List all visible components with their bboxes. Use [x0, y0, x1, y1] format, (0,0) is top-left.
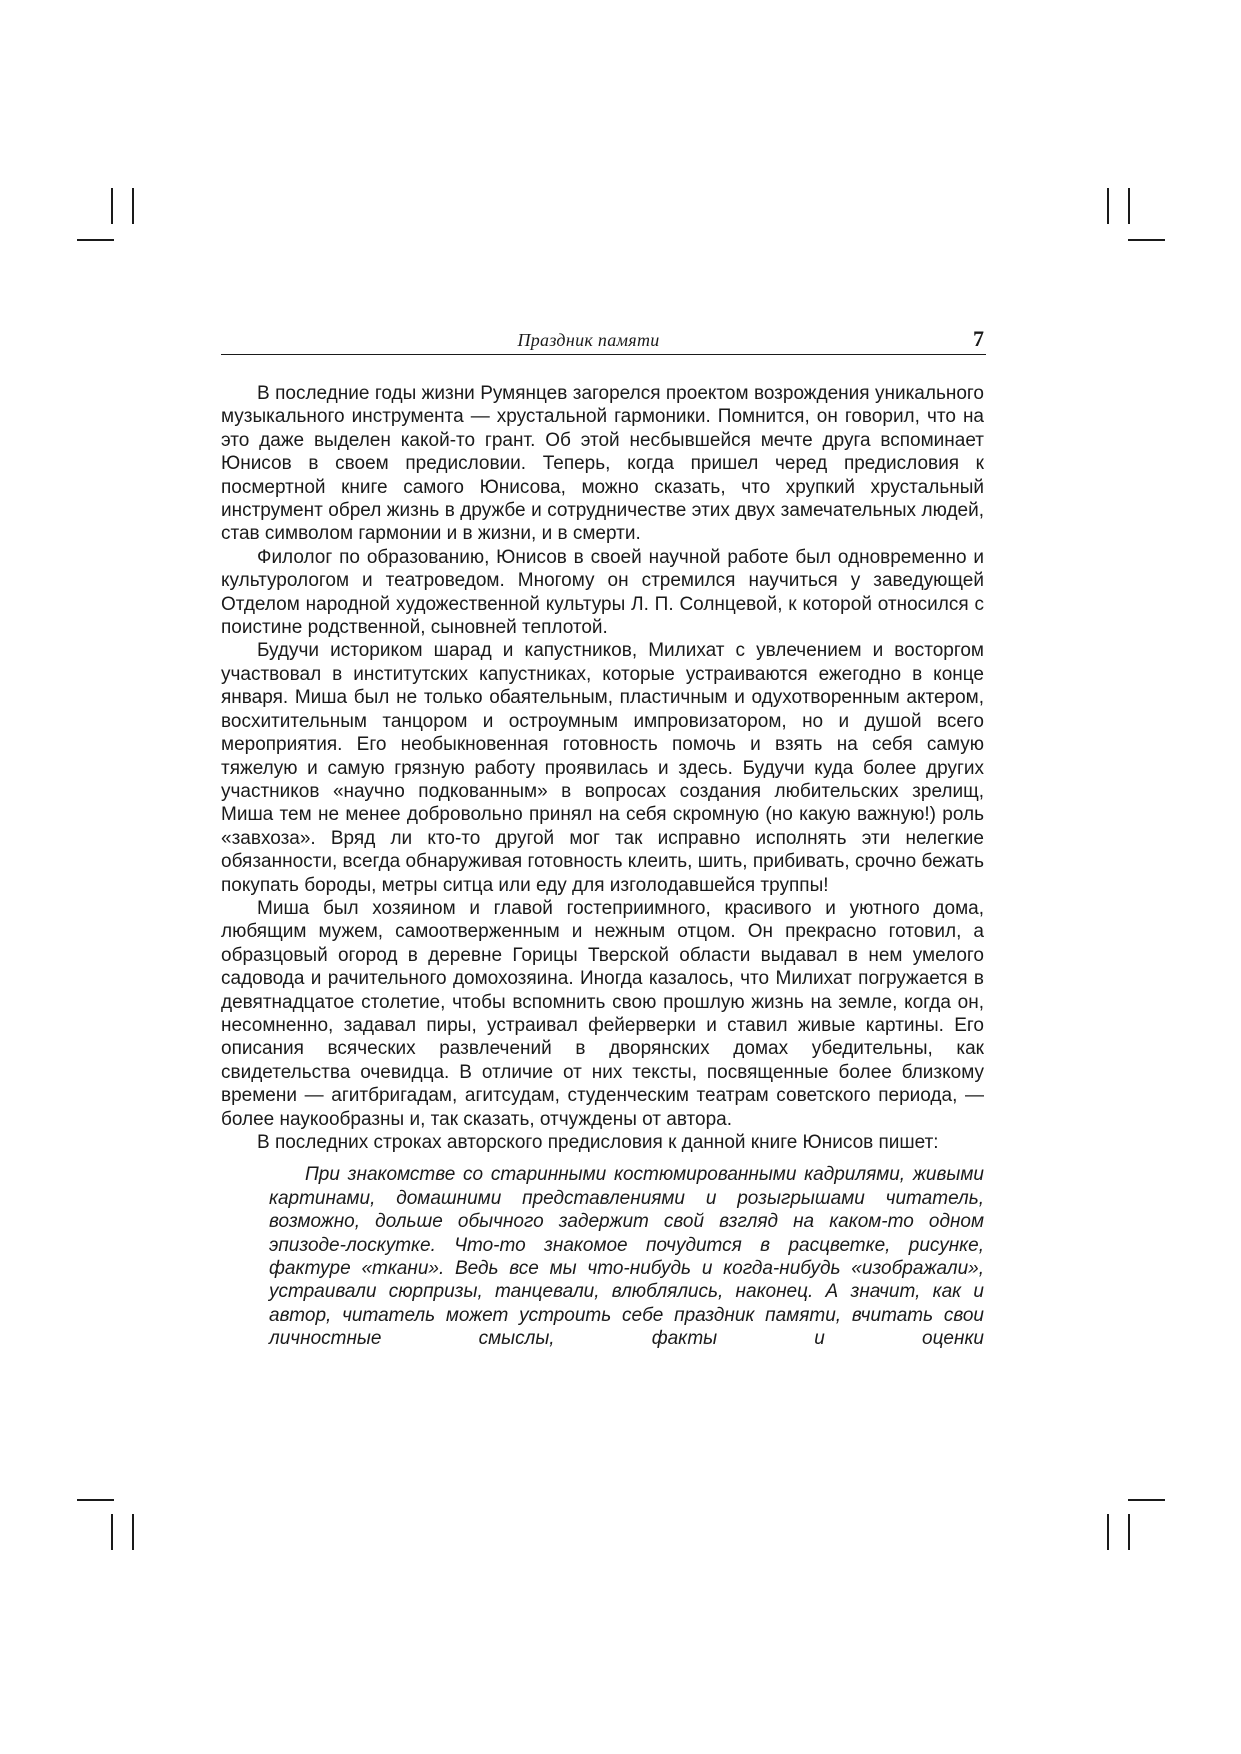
crop-mark: [132, 188, 134, 224]
crop-mark: [111, 1514, 113, 1550]
crop-mark: [111, 188, 113, 224]
crop-mark: [77, 1499, 114, 1501]
block-quote: При знакомстве со старинными костюмированными кадрилями, живыми картинами, домашними представлениями и розыгрышами читатель, возможно, дольше обычного задержит свой взгляд на каком-то одном эпизоде-лоскутке. Что-то знакомое почудится в расцветке, рисунке, фактуре «ткани». Ведь все мы что-нибудь и когда-нибудь «изображали», устраивали сюрпризы, танцевали, влюблялись, наконец. А значит, как и автор, читатель может устроить себе праздник памяти, вчитать свои личностные смыслы, факты и оценки: [269, 1164, 984, 1350]
crop-mark: [1107, 188, 1109, 224]
running-title: Праздник памяти: [517, 330, 660, 350]
paragraph: Филолог по образованию, Юнисов в своей научной работе был одновременно и культурологом и театроведом. Многому он стремился научиться у заведующей Отделом народной художественной культуры Л. П. Солнцевой, к которой относился с поистине родственной, сыновней теплотой.: [221, 546, 984, 639]
crop-mark: [77, 239, 114, 241]
crop-mark: [1128, 1514, 1130, 1550]
body-text: [221, 382, 984, 1351]
paragraph: В последних строках авторского предисловия к данной книге Юнисов пишет:: [257, 1132, 939, 1153]
paragraph: В последние годы жизни Румянцев загорелся проектом возрождения уникального музыкального инструмента — хрустальной гармоники. Помнится, он говорил, что на это даже выделен какой-то грант. Об этой несбывшейся мечте друга вспоминает Юнисов в своем предисловии. Теперь, когда пришел черед предисловия к посмертной книге самого Юнисова, можно сказать, что хрупкий хрустальный инструмент обрел жизнь в дружбе и сотрудничестве этих двух замечательных людей, став символом гармонии и в жизни, и в смерти.: [221, 383, 984, 545]
paragraph: Миша был хозяином и главой гостеприимного, красивого и уютного дома, любящим мужем, самоотверженным и нежным отцом. Он прекрасно готовил, а образцовый огород в деревне Горицы Тверской области выдавал в нем умелого садовода и рачительного домохозяина. Иногда казалось, что Милихат погружается в девятнадцатое столетие, чтобы вспомнить свою прошлую жизнь на земле, когда он, несомненно, задавал пиры, устраивал фейерверки и ставил живые картины. Его описания всяческих развлечений в дворянских домах убедительны, как свидетельства очевидца. В отличие от них тексты, посвященные более близкому времени — агитбригадам, агитсудам, студенческим театрам советского периода, — более наукообразны и, так сказать, отчуждены от автора.: [221, 897, 984, 1130]
crop-mark: [1128, 1499, 1165, 1501]
paragraph: Будучи историком шарад и капустников, Милихат с увлечением и восторгом участвовал в институтских капустниках, которые устраиваются ежегодно в конце января. Миша был не только обаятельным, пластичным и одухотворенным актером, восхитительным танцором и остроумным импровизатором, но и душой всего мероприятия. Его необыкновенная готовность помочь и взять на себя самую тяжелую и самую грязную работу проявилась и здесь. Будучи куда более других участников «научно подкованным» в вопросах создания любительских зрелищ, Миша тем не менее добровольно принял на себя скромную (но какую важную!) роль «завхоза». Вряд ли кто-то другой мог так исправно исполнять эти нелегкие обязанности, всегда обнаруживая готовность клеить, шить, прибивать, срочно бежать покупать бороды, метры ситца или еду для изголодавшейся труппы!: [221, 640, 984, 896]
crop-mark: [1128, 239, 1165, 241]
crop-mark: [1128, 188, 1130, 224]
page-number: 7: [973, 326, 984, 351]
crop-mark: [132, 1514, 134, 1550]
crop-mark: [1107, 1514, 1109, 1550]
running-header: [221, 326, 986, 355]
